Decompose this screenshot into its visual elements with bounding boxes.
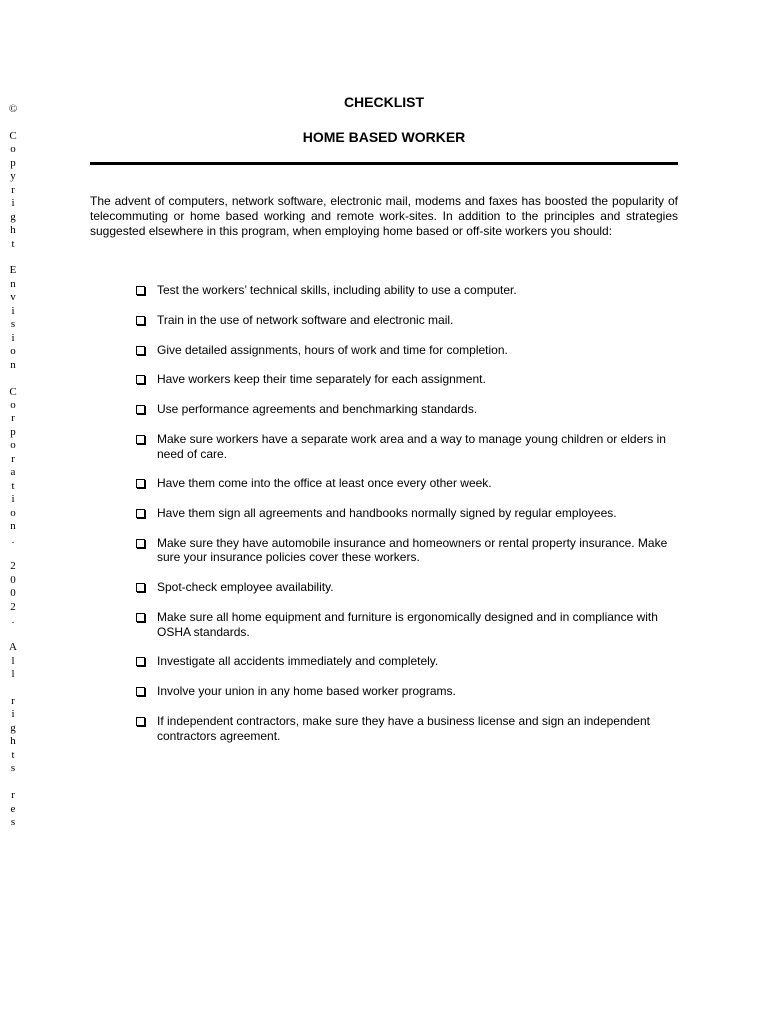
list-item	[136, 432, 681, 461]
checkbox-icon	[136, 316, 145, 325]
checkbox-icon	[136, 539, 145, 548]
list-item	[136, 283, 681, 298]
checkbox-icon	[136, 687, 145, 696]
list-item	[136, 536, 681, 565]
list-item	[136, 610, 681, 639]
list-item-text: Have them sign all agreements and handbooks normally signed by regular employees.	[157, 506, 617, 521]
list-item-text: Use performance agreements and benchmarking standards.	[157, 402, 478, 417]
intro-paragraph: The advent of computers, network software, electronic mail, modems and faxes has boosted the popularity of telecommuting or home based working and remote work-sites. In addition to the principles and strategies suggested elsewhere in this program, when employing home based or off-site workers you should:	[90, 194, 678, 238]
checkbox-icon	[136, 479, 145, 488]
list-item	[136, 402, 681, 417]
page-title: CHECKLIST	[343, 94, 425, 110]
list-item	[136, 506, 681, 521]
list-item-text: Investigate all accidents immediately and completely.	[157, 654, 439, 669]
checkbox-icon	[136, 509, 145, 518]
list-item	[136, 580, 681, 595]
checkbox-icon	[136, 717, 145, 726]
page-subtitle: HOME BASED WORKER	[302, 129, 466, 145]
checkbox-icon	[136, 657, 145, 666]
list-item-text: Train in the use of network software and electronic mail.	[157, 312, 454, 327]
list-item	[136, 343, 681, 358]
list-item-text: Involve your union in any home based worker programs.	[157, 684, 456, 699]
checkbox-icon	[136, 286, 145, 295]
list-item-text: If independent contractors, make sure they have a business license and sign an independent contractors agreement.	[157, 713, 650, 743]
checkbox-icon	[136, 583, 145, 592]
list-item	[136, 476, 681, 491]
header-divider	[90, 162, 678, 165]
checkbox-icon	[136, 613, 145, 622]
list-item	[136, 313, 681, 328]
checkbox-icon	[136, 405, 145, 414]
checkbox-icon	[136, 346, 145, 355]
list-item	[136, 372, 681, 387]
list-item-text: Have workers keep their time separately for each assignment.	[157, 372, 486, 387]
list-item-text: Make sure they have automobile insurance and homeowners or rental property insurance. Make sure your insurance policies cover these workers.	[157, 535, 668, 565]
list-item-text: Have them come into the office at least once every other week.	[157, 476, 492, 491]
list-item-text: Test the workers’ technical skills, including ability to use a computer.	[157, 283, 517, 297]
list-item-text: Make sure all home equipment and furniture is ergonomically designed and in compliance with OSHA standards.	[157, 610, 658, 639]
list-item	[136, 684, 681, 699]
list-item-text: Spot-check employee availability.	[157, 580, 334, 595]
list-item	[136, 654, 681, 669]
copyright-notice: © C o p y r i g h t E n v i s i o n C o r p o r a t i o n . 2 0 0 2 . A l l r i g h t s r e s	[8, 103, 18, 829]
checklist	[136, 283, 681, 758]
list-item	[136, 714, 681, 743]
list-item-text: Make sure workers have a separate work area and a way to manage young children or elders in need of care.	[157, 431, 666, 461]
checkbox-icon	[136, 375, 145, 384]
checkbox-icon	[136, 435, 145, 444]
list-item-text: Give detailed assignments, hours of work and time for completion.	[157, 342, 508, 357]
